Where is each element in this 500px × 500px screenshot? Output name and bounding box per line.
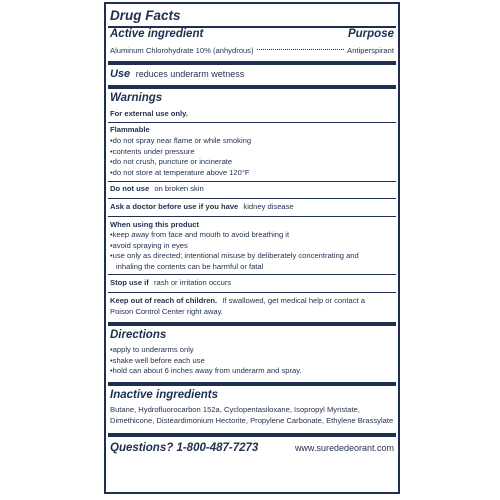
divider (108, 292, 396, 293)
directions-list (110, 345, 394, 377)
divider (108, 216, 396, 217)
list-item: •do not store at temperature above 120°F (110, 167, 250, 177)
active-ingredient-heading: Active ingredient (110, 28, 204, 40)
purpose-heading: Purpose (347, 28, 394, 40)
ask-doctor-label: Ask a doctor before use if you have (110, 202, 239, 211)
divider (108, 198, 396, 199)
questions-row (110, 442, 394, 454)
divider (108, 61, 396, 65)
list-item: •do not spray near flame or while smoking (110, 136, 252, 145)
stop-use-text: rash or irritation occurs (153, 278, 232, 287)
inactive-line-1: Butane, Hydrofluorocarbon 152a, Cyclopentasiloxane, Isopropyl Myristate, (110, 405, 360, 414)
warnings-heading: Warnings (110, 92, 163, 104)
purpose-text: Antiperspirant (347, 46, 394, 55)
stop-use-label: Stop use if (110, 278, 149, 287)
list-item: inhaling the contents can be harmful or fatal (116, 261, 264, 271)
when-using-heading: When using this product (110, 220, 200, 229)
use-text: reduces underarm wetness (135, 69, 245, 79)
drug-facts-title: Drug Facts (110, 8, 181, 23)
active-header-row (110, 28, 394, 40)
active-ingredient-text: Aluminum Chlorohydrate 10% (anhydrous) (110, 46, 254, 55)
divider (108, 274, 396, 275)
use-row (110, 68, 394, 80)
do-not-use-label: Do not use (110, 184, 150, 193)
ask-doctor-row (110, 202, 394, 213)
inactive-heading: Inactive ingredients (110, 389, 219, 401)
drug-facts-panel (104, 2, 400, 494)
list-item: •do not crush, puncture or incinerate (110, 157, 233, 167)
divider (108, 181, 396, 182)
divider (108, 322, 396, 326)
inactive-line-2: Dimethicone, Disteardimonium Hectorite, Propylene Carbonate, Ethylene Brassylate (110, 416, 394, 425)
keep-out-row (110, 296, 394, 317)
divider (108, 85, 396, 89)
active-ingredient-row (110, 46, 394, 57)
ask-doctor-text: kidney disease (243, 202, 294, 211)
divider (108, 382, 396, 386)
questions-label: Questions? 1-800-487-7273 (110, 442, 259, 454)
keep-out-label: Keep out of reach of children. (110, 296, 218, 305)
directions-heading: Directions (110, 329, 167, 341)
list-item: •keep away from face and mouth to avoid breathing it (110, 230, 290, 239)
website-url: www.surededeorant.com (294, 443, 394, 453)
list-item: •contents under pressure (110, 146, 195, 156)
stop-use-row (110, 278, 394, 289)
list-item: •shake well before each use (110, 355, 205, 365)
list-item: •avoid spraying in eyes (110, 240, 188, 250)
keep-out-text: If swallowed, get medical help or contact a (222, 296, 365, 305)
flammable-heading: Flammable (110, 125, 150, 134)
keep-out-text-2: Poison Control Center right away. (110, 306, 223, 316)
do-not-use-row (110, 184, 394, 195)
divider (108, 433, 396, 437)
external-use-text: For external use only. (110, 109, 188, 118)
list-item: •apply to underarms only (110, 345, 194, 354)
leader-dots (257, 49, 345, 50)
divider (108, 122, 396, 123)
list-item: •use only as directed; intentional misuse by deliberately concentrating and (110, 251, 359, 261)
do-not-use-text: on broken skin (154, 184, 204, 193)
flammable-list (110, 136, 394, 178)
use-heading: Use (110, 68, 131, 80)
when-using-list (110, 230, 394, 272)
list-item: •hold can about 6 inches away from underarm and spray. (110, 366, 302, 376)
